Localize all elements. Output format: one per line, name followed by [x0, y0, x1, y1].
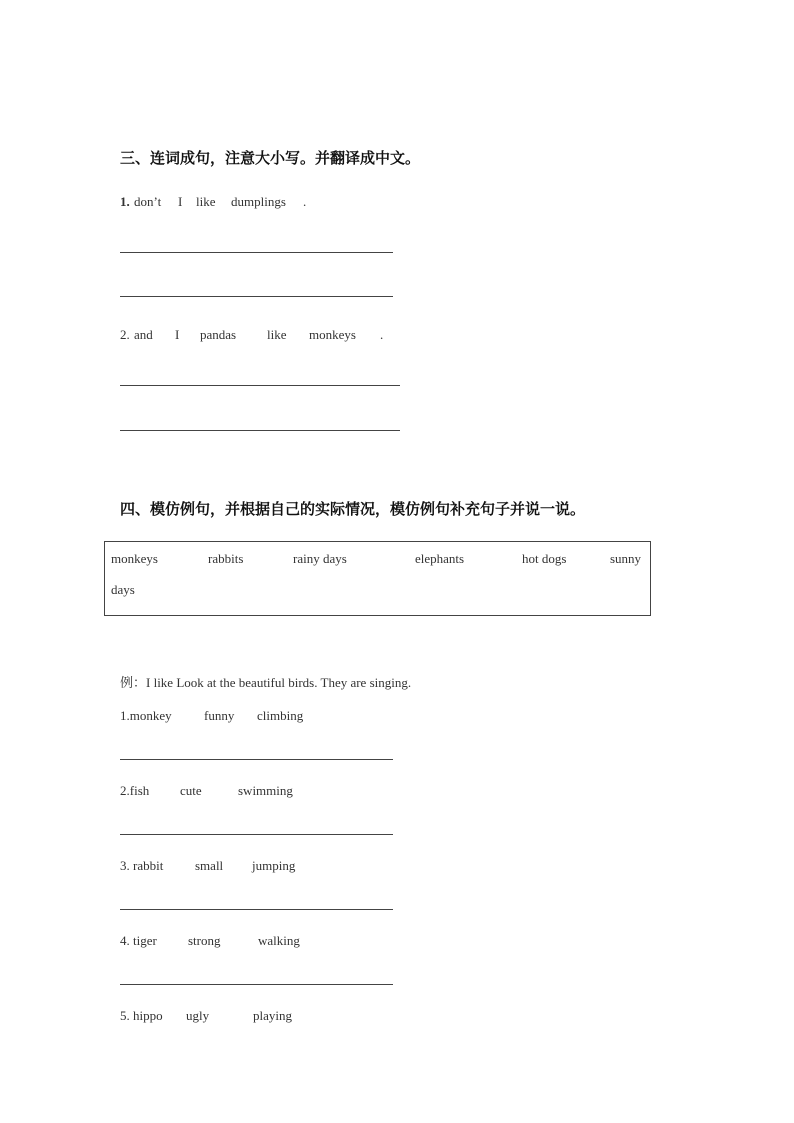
section3-heading: 三、连词成句，注意大小写。并翻译成中文。 — [120, 149, 421, 167]
item-label: 1.monkey — [120, 708, 172, 723]
word-bank-item: days — [111, 582, 135, 597]
word-bank-box — [104, 541, 651, 616]
item-label: 2.fish — [120, 783, 150, 798]
word-bank-item: rainy days — [293, 551, 347, 566]
scrambled-word: monkeys — [309, 327, 356, 342]
word-bank-item: elephants — [415, 551, 465, 566]
word-bank-item: rabbits — [208, 551, 244, 566]
item-verb: swimming — [238, 783, 293, 798]
question-number: 1. — [120, 194, 130, 209]
answer-line[interactable] — [120, 984, 393, 985]
scrambled-word: pandas — [200, 327, 237, 342]
answer-line[interactable] — [120, 759, 393, 760]
word-bank-item: hot dogs — [522, 551, 567, 566]
scrambled-word: . — [303, 194, 307, 209]
answer-line[interactable] — [120, 296, 393, 297]
item-adjective: small — [195, 858, 224, 873]
answer-line[interactable] — [120, 909, 393, 910]
example-sentence: 例：I like Look at the beautiful birds. They are singing. — [120, 675, 412, 690]
word-bank-item: sunny — [610, 551, 642, 566]
scrambled-word: don’t — [134, 194, 162, 209]
scrambled-word: like — [196, 194, 216, 209]
scrambled-word: I — [175, 327, 180, 342]
item-adjective: ugly — [186, 1008, 210, 1023]
section4-heading: 四、模仿例句，并根据自己的实际情况，模仿例句补充句子并说一说。 — [120, 500, 586, 518]
scrambled-word: dumplings — [231, 194, 286, 209]
item-label: 5. hippo — [120, 1008, 163, 1023]
item-verb: playing — [253, 1008, 292, 1023]
item-label: 4. tiger — [120, 933, 157, 948]
answer-line[interactable] — [120, 430, 400, 431]
scrambled-word: like — [267, 327, 287, 342]
answer-line[interactable] — [120, 252, 393, 253]
item-adjective: cute — [180, 783, 202, 798]
answer-line[interactable] — [120, 385, 400, 386]
scrambled-word: . — [380, 327, 384, 342]
answer-line[interactable] — [120, 834, 393, 835]
word-bank-item: monkeys — [111, 551, 158, 566]
item-verb: jumping — [252, 858, 296, 873]
item-adjective: funny — [204, 708, 235, 723]
scrambled-word: I — [178, 194, 183, 209]
scrambled-word: and — [134, 327, 153, 342]
item-adjective: strong — [188, 933, 221, 948]
question-number: 2. — [120, 327, 130, 342]
item-label: 3. rabbit — [120, 858, 164, 873]
item-verb: walking — [258, 933, 300, 948]
item-verb: climbing — [257, 708, 304, 723]
